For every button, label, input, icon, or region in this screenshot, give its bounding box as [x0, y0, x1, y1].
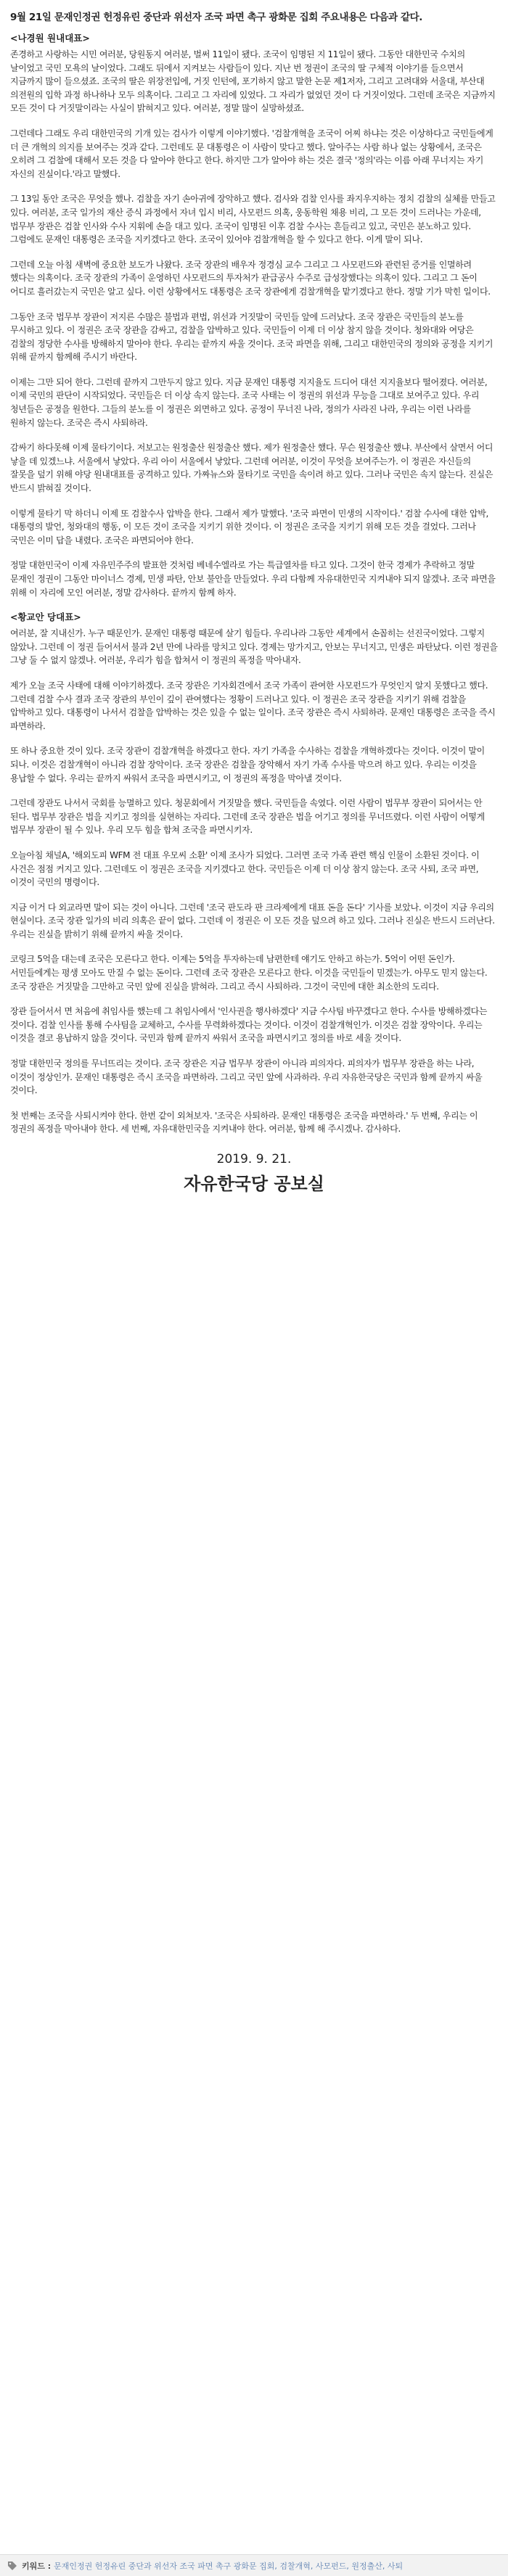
paragraph: 그동안 조국 법무부 장관이 저지른 수많은 불법과 편법, 위선과 거짓말이 국민들 앞에 드러났다. 조국 장관은 국민들의 분노를 무시하고 있다. 이 정권은 조국 장관을 감싸고, 검찰을 압박하고 있다. 국민들이 이제 더 이상 참지 않을 것이다. 청와대와 여당은 검찰의 정당한 수사를 방해하지 말아야 한다. 우리는 끝까지 싸울 것이다. 조국 파면을 위해, 그리고 대한민국의 정의와 공정을 지키기 위해 끝까지 함께해 주시기 바란다.: [10, 311, 493, 363]
paragraph: 정말 대한민국 정의를 무너뜨리는 것이다. 조국 장관은 지금 법무부 장관이 아니라 피의자다. 피의자가 법무부 장관을 하는 나라, 이것이 정상인가. 문재인 대통령은 즉시 조국을 파면하라. 그리고 국민 앞에 사과하라. 우리 자유한국당은 국민과 함께 끝까지 싸울 것이다.: [10, 1058, 483, 1096]
paragraph: 장관 들어서서 면 처음에 취임사를 했는데 그 취임사에서 '인사권을 행사하겠다' 지금 수사팀 바꾸겠다고 한다. 수사를 방해하겠다는 것이다. 검찰 인사를 통해 수사팀을 교체하고, 수사를 무력화하겠다는 것이다. 이것이 검찰개혁인가. 이것은 검찰 장악이다. 우리는 이것을 결코 용납하지 않을 것이다. 국민과 함께 끝까지 싸워서 조국을 파면시키고 정의를 바로 세울 것이다.: [10, 1006, 488, 1044]
paragraph: 또 하나 중요한 것이 있다. 조국 장관이 검찰개혁을 하겠다고 한다. 자기 가족을 수사하는 검찰을 개혁하겠다는 것이다. 이것이 말이 되나. 이것은 검찰개혁이 아니라 검찰 장악이다. 조국 장관은 검찰을 장악해서 자기 가족 수사를 막으려 하고 있다. 우리는 이것을 용납할 수 없다. 우리는 끝까지 싸워서 조국을 파면시키고, 이 정권의 폭정을 막아낼 것이다.: [10, 746, 485, 783]
keyword-list[interactable]: 문재인정권 헌정유린 중단과 위선자 조국 파면 촉구 광화문 집회, 검찰개혁, 사모펀드, 원정출산, 사퇴: [54, 2561, 403, 2571]
section-naewon: [10, 32, 498, 181]
paragraph: 감싸기 하다못해 이제 물타기이다. 저보고는 원정출산 원정출산 했다. 제가 원정출산 했다. 무슨 원정출산 했냐. 부산에서 살면서 어디 낳을 데 있겠느냐. 서울에서 낳았다. 우리 아이 서울에서 낳았다. 그런데 여러분, 이것이 무엇을 보여주는가. 이 정권은 자신들의 잘못을 덮기 위해 야당 원내대표를 공격하고 있다. 가짜뉴스와 물타기로 국민을 속이려 하고 있다. 그러나 국민은 속지 않는다. 진실은 반드시 밝혀질 것이다.: [10, 443, 493, 494]
paragraph: 그런데 장관도 나서서 국회를 능멸하고 있다. 청문회에서 거짓말을 했다. 국민들을 속였다. 이런 사람이 법무부 장관이 되어서는 안 된다. 법무부 장관은 법을 지키고 정의를 실현하는 자리다. 그런데 조국 장관은 법을 어기고 정의를 무너뜨렸다. 이런 사람이 어떻게 법무부 장관이 될 수 있나. 우리 모두 힘을 합쳐 조국을 파면시키자.: [10, 798, 485, 836]
paragraph: 정말 대한민국이 이제 자유민주주의 발표한 것처럼 베네수엘라로 가는 특급열차를 타고 있다. 그것이 한국 경제가 추락하고 정말 문재인 정권이 그동안 마이너스 경제, 민생 파탄, 안보 불안을 만들었다. 우리 다함께 자유대한민국 지켜내야 되지 않겠나. 조국 파면을 위해 이 자리에 모인 여러분, 정말 감사하다. 끝까지 함께 하자.: [10, 560, 496, 598]
keyword-label: 키워드 :: [22, 2561, 52, 2571]
paragraph: 그 13일 동안 조국은 무엇을 했나. 검찰을 자기 손아귀에 장악하고 했다. 검사와 검찰 인사를 좌지우지하는 정치 검찰의 실체를 만들고 있다. 여러분, 조국 일가의 재산 증식 과정에서 자녀 입시 비리, 사모펀드 의혹, 웅동학원 채용 비리, 그 모든 것이 드러나는 가운데, 법무부 장관은 검찰 인사와 수사 지휘에 손을 대고 있다. 조국이 임명된 이후 검찰 수사는 흔들리고 있고, 국민은 분노하고 있다. 그럼에도 문재인 대통령은 조국을 지키겠다고 한다. 조국이 있어야 검찰개혁을 할 수 있다고 한다. 이게 말이 되나.: [10, 194, 496, 245]
paragraph: 존경하고 사랑하는 시민 여러분, 당원동지 여러분, 벌써 11일이 됐다. 조국이 임명된 지 11일이 됐다. 그동안 대한민국 수치의 날이었고 국민 모욕의 날이었다. 그래도 뒤에서 지켜보는 사람들이 있다. 지난 번 정권이 조국의 딸 구체적 이야기를 들으면서 지금까지 많이 들으셨죠. 조국의 딸은 위장전입에, 거짓 인턴에, 포기하지 않고 말한 논문 제1저자, 그리고 고려대와 서울대, 부산대 의전원의 입학 과정 하나하나 모두 의혹이다. 그리고 그 자리에 있었다. 그 자리가 없었던 것이 다 거짓이었다. 그런데 조국은 지금까지 모든 것이 다 거짓말이라는 사실이 밝혀지고 있다. 여러분, 정말 많이 실망하셨죠.: [10, 49, 496, 114]
paragraph: 그런데다 그래도 우리 대한민국의 기개 있는 검사가 이렇게 이야기했다. '검찰개혁을 조국이 어찌 하냐는 것은 이상하다고 국민들에게 더 큰 개혁의 의지를 보여주는 것과 같다. 그런데도 문 대통령은 이 사람이 맞다고 했다. 알아주는 사람 하나 없는 상황에서, 조국은 오히려 그 검찰에 대해서 모든 것을 다 알아야 한다고 한다. 하지만 그가 알아야 하는 것은 결국 '정의'라는 이름 아래 무너지는 자기 자신의 진실이다.'라고 말했다.: [10, 128, 493, 179]
paragraph: 첫 번째는 조국을 사퇴시켜야 한다. 한번 같이 외쳐보자. '조국은 사퇴하라. 문재인 대통령은 조국을 파면하라.' 두 번째, 우리는 이 정권의 폭정을 막아내야 한다. 세 번째, 자유대한민국을 지켜내야 한다. 여러분, 함께 해 주시겠나. 감사하다.: [10, 1110, 478, 1135]
paragraph: 여러분, 잘 지내신가. 누구 때문인가. 문재인 대통령 때문에 살기 힘들다. 우리나라 그동안 세계에서 손꼽히는 선진국이었다. 그렇지 않았나. 그런데 이 정권 들어서서 불과 2년 만에 나라를 망치고 있다. 경제는 망가지고, 안보는 무너지고, 민생은 파탄났다. 이런 정권을 그냥 둘 수 없지 않겠나. 여러분, 우리가 힘을 합쳐서 이 정권의 폭정을 막아내자.: [10, 628, 498, 666]
paragraph: 이렇게 물타기 막 하더니 이제 또 검찰수사 압박을 한다. 그래서 제가 말했다. '조국 파면이 민생의 시작이다.' 검찰 수사에 대한 압박, 대통령의 발언, 청와대의 행동, 이 모든 것이 조국을 지키기 위한 것이다. 이 정권은 조국을 지키기 위해 모든 것을 걸었다. 그러나 국민은 이미 답을 내렸다. 조국은 파면되어야 한다.: [10, 508, 488, 546]
release-date: 2019. 9. 21.: [216, 1152, 292, 1166]
paragraph: 그런데 오늘 아침 새벽에 중요한 보도가 나왔다. 조국 장관의 배우자 정경심 교수 그리고 그 사모펀드와 관련된 증거를 인멸하려 했다는 의혹이다. 조국 장관의 가족이 운영하던 사모펀드의 투자처가 관급공사 수주로 급성장했다는 의혹이 있다. 그리고 그 돈이 어디로 흘러갔는지 국민은 알고 싶다. 이런 상황에서도 대통령은 조국 장관에게 검찰개혁을 맡기겠다고 한다. 정말 기가 막힌 일이다.: [10, 259, 491, 297]
keyword-bar: [0, 2554, 508, 2576]
section-heading: <나경원 원내대표>: [10, 33, 90, 44]
document-body: [10, 32, 498, 1136]
tag-icon: [7, 2561, 17, 2571]
paragraph: 제가 오늘 조국 사태에 대해 이야기하겠다. 조국 장관은 기자회견에서 조국 가족이 관여한 사모펀드가 무엇인지 알지 못했다고 했다. 그런데 검찰 수사 결과 조국 장관의 부인이 깊이 관여했다는 정황이 드러나고 있다. 이 정권은 조국 장관을 지키기 위해 검찰을 압박하고 있다. 대통령이 나서서 검찰을 압박하는 것은 있을 수 없는 일이다. 조국 장관은 즉시 사퇴하라. 문재인 대통령은 조국을 즉시 파면하라.: [10, 680, 496, 731]
section-danggdaepyo: [10, 611, 498, 1136]
paragraph: 지금 이거 다 외교라면 말이 되는 것이 아니다. 그런데 '조국 판도라 판 크라제에게 대표 돈을 돈다' 기사를 보았나. 이것이 지금 우리의 현실이다. 조국 장관 일가의 비리 의혹은 끝이 없다. 그런데 이 정권은 이 모든 것을 덮으려 하고 있다. 그러나 진실은 반드시 드러난다. 우리는 진실을 밝히기 위해 끝까지 싸울 것이다.: [10, 902, 495, 939]
document-title: 9월 21일 문재인정권 헌정유린 중단과 위선자 조국 파면 촉구 광화문 집회 주요내용은 다음과 같다.: [10, 12, 422, 23]
paragraph: 오늘아침 채널A, '해외도피 WFM 전 대표 우모씨 소환' 이제 조사가 되었다. 그러면 조국 가족 관련 핵심 인물이 소환된 것이다. 이 사건은 점점 커지고 있다. 그런데도 이 정권은 조국을 지키겠다고 한다. 국민들은 이제 더 이상 참지 않는다. 조국 사퇴, 조국 파면, 이것이 국민의 명령이다.: [10, 849, 480, 888]
section-naewon-continued: [10, 192, 498, 599]
organization-name: 자유한국당 공보실: [184, 1174, 324, 1194]
paragraph: 코링크 5억을 대는데 조국은 모른다고 한다. 이제는 5억을 투자하는데 남편한테 얘기도 안하고 하는가. 5억이 어떤 돈인가. 서민들에게는 평생 모아도 만질 수 없는 돈이다. 그런데 조국 장관은 모른다고 한다. 이것을 국민들이 믿겠는가. 아무도 믿지 않는다. 조국 장관은 거짓말을 그만하고 국민 앞에 진실을 밝혀라. 그리고 즉시 사퇴하라. 그것이 국민에 대한 최소한의 도리다.: [10, 954, 488, 992]
paragraph: 이제는 그만 되어 한다. 그런데 끝까지 그만두지 않고 있다. 지금 문재인 대통령 지지율도 드디어 대선 지지율보다 떨어졌다. 여러분, 이제 국민의 판단이 시작되었다. 국민들은 더 이상 속지 않는다. 조국 사태는 이 정권의 위선과 무능을 그대로 보여주고 있다. 우리 청년들은 공정을 원한다. 그들의 분노를 이 정권은 외면하고 있다. 공정이 무너진 나라, 정의가 사라진 나라, 우리는 이런 나라를 원하지 않는다. 조국은 즉시 사퇴하라.: [10, 376, 488, 428]
section-heading: <황교안 당대표>: [10, 612, 81, 623]
